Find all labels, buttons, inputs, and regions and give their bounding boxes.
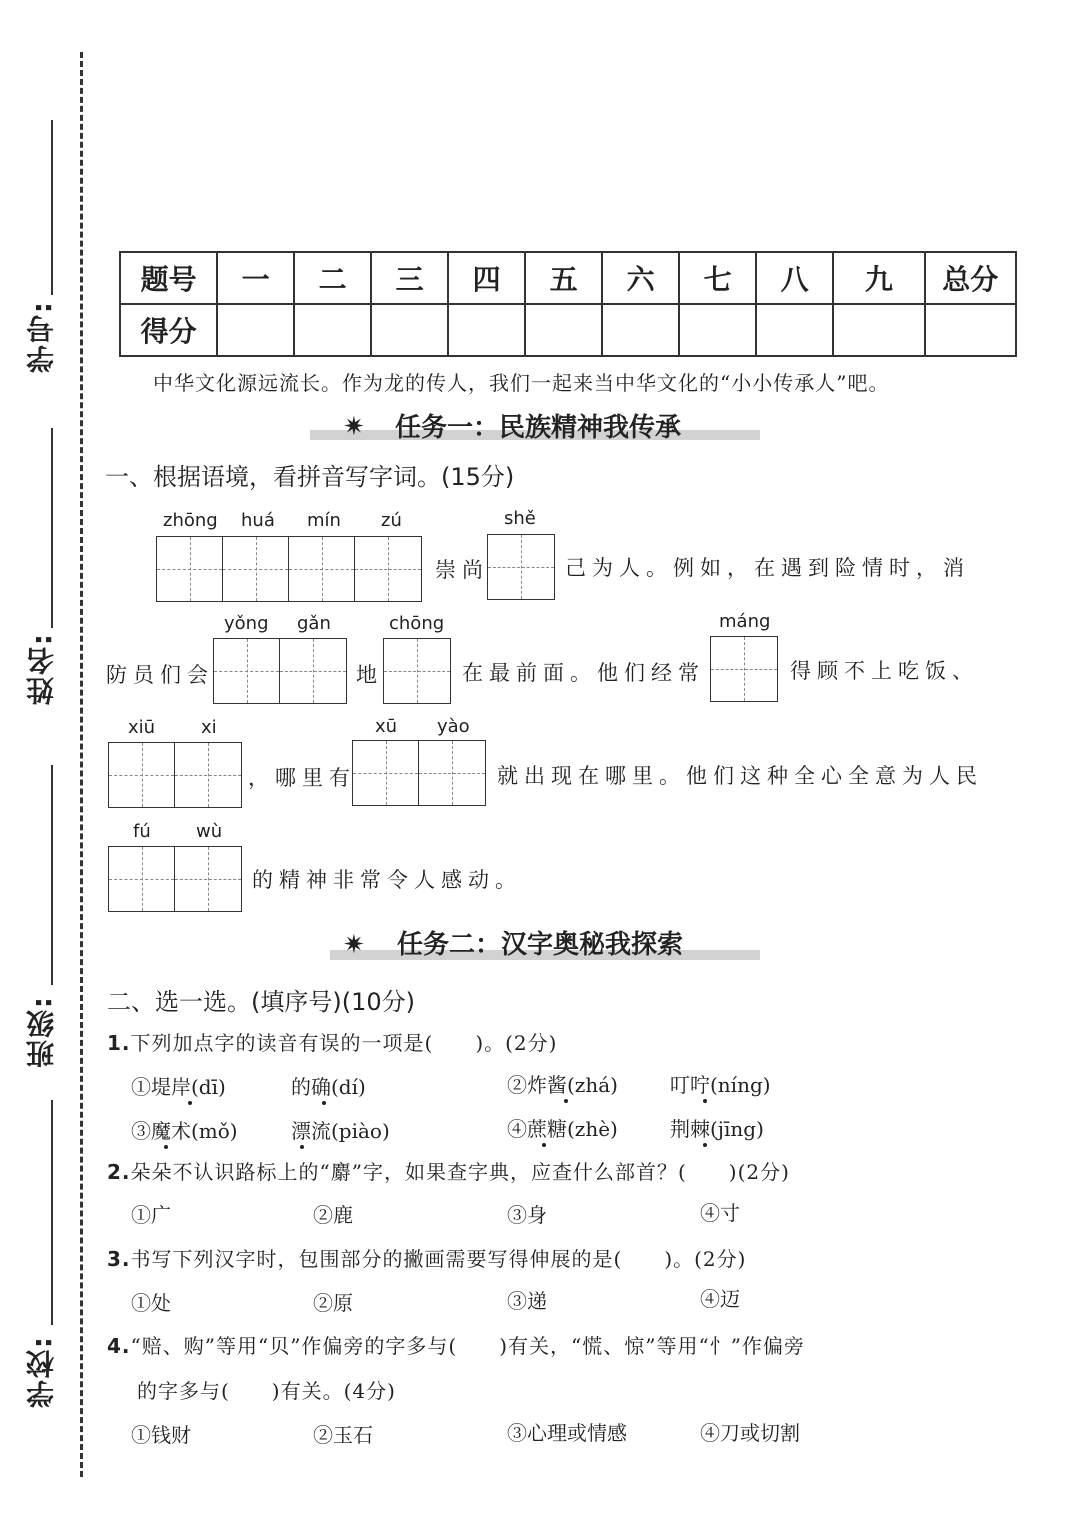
q4-option: ④刀或切割 <box>700 1421 800 1445</box>
q3-option: ④迈 <box>700 1287 740 1311</box>
score-table <box>119 251 1017 357</box>
question-4 <box>107 1330 805 1359</box>
task1-title: 任务一：民族精神我传承 <box>395 413 682 443</box>
binding-dashed-line <box>80 52 83 1477</box>
question-3 <box>107 1243 746 1272</box>
score-cell[interactable] <box>756 304 833 356</box>
xingming-line <box>51 428 53 628</box>
emphasis-dot <box>322 1101 326 1105</box>
pinyin: máng <box>719 611 771 632</box>
intro-text: 中华文化源远流长。作为龙的传人，我们一起来当中华文化的“小小传承人”吧。 <box>153 371 890 395</box>
sentence-text: 崇尚 <box>435 558 489 582</box>
sentence-text: 在最前面。他们经常 <box>462 661 705 685</box>
banji-line <box>51 765 53 985</box>
score-cell[interactable] <box>925 304 1016 356</box>
emphasis-dot <box>703 1143 707 1147</box>
q4-option: ①钱财 <box>131 1423 191 1447</box>
score-header-cell: 题号 <box>120 252 217 304</box>
xuexiao-line <box>51 1100 53 1325</box>
score-cell[interactable] <box>833 304 924 356</box>
emphasis-dot <box>542 1143 546 1147</box>
banji-label: 班级: <box>25 995 58 1069</box>
sentence-text: 地 <box>356 663 383 687</box>
question-4-line2: 的字多与( )有关。(4分) <box>137 1379 396 1403</box>
score-cell[interactable] <box>525 304 602 356</box>
score-header-cell: 六 <box>602 252 679 304</box>
pinyin: zú <box>381 510 402 531</box>
score-cell[interactable] <box>294 304 371 356</box>
pinyin: xū <box>375 716 398 737</box>
star-icon: ✷ <box>343 930 365 960</box>
question-2 <box>107 1156 790 1185</box>
q2-option: ③身 <box>507 1203 547 1227</box>
score-header-cell: 五 <box>525 252 602 304</box>
emphasis-dot <box>564 1099 568 1103</box>
pinyin: yào <box>437 716 470 737</box>
question-text: 书写下列汉字时，包围部分的撇画需要写得伸展的是( )。(2分) <box>130 1247 747 1271</box>
pinyin: yǒng <box>224 613 269 634</box>
star-icon: ✷ <box>343 412 365 442</box>
q2-option: ④寸 <box>700 1201 740 1225</box>
score-cell[interactable] <box>602 304 679 356</box>
score-header-cell: 八 <box>756 252 833 304</box>
q1-option-2a: ②炸酱(zhá) <box>507 1073 618 1097</box>
xuehao-line <box>51 120 53 295</box>
xuexiao-label: 学校: <box>25 1335 58 1409</box>
pinyin: wù <box>196 821 223 842</box>
writing-grid-chong[interactable] <box>383 638 451 704</box>
q1-option-4b: 荆棘(jīng) <box>670 1117 764 1141</box>
writing-grid-zhonghuaminzu[interactable] <box>156 536 422 602</box>
writing-grid-xiuxi[interactable] <box>108 742 242 808</box>
pinyin: xiū <box>128 717 156 738</box>
question-number: 1. <box>107 1031 131 1055</box>
pinyin: zhōng <box>163 510 218 531</box>
q1-option-4a: ④蔗糖(zhè) <box>507 1117 618 1141</box>
emphasis-dot <box>188 1101 192 1105</box>
score-header-cell: 九 <box>833 252 924 304</box>
sentence-text: ，哪里有 <box>248 766 356 790</box>
pinyin: xi <box>201 717 217 738</box>
question-text: “赔、购”等用“贝”作偏旁的字多与( )有关，“慌、惊”等用“忄”作偏旁 <box>130 1334 805 1358</box>
score-header-cell: 七 <box>679 252 756 304</box>
score-cell[interactable] <box>217 304 294 356</box>
question-number: 4. <box>107 1334 131 1358</box>
pinyin: chōng <box>389 613 445 634</box>
q3-option: ③递 <box>507 1289 547 1313</box>
pinyin: fú <box>133 821 151 842</box>
q3-option: ②原 <box>313 1291 353 1315</box>
emphasis-dot <box>164 1145 168 1149</box>
emphasis-dot <box>300 1145 304 1149</box>
q1-option-1a: ①堤岸(dī) <box>131 1075 226 1099</box>
sentence-text: 就出现在哪里。他们这种全心全意为人民 <box>497 764 983 788</box>
q1-option-3a: ③魔术(mǒ) <box>131 1119 238 1143</box>
pinyin: mín <box>307 510 341 531</box>
writing-grid-she[interactable] <box>487 534 555 600</box>
q1-option-1b: 的确(dí) <box>291 1075 366 1099</box>
sentence-text: 防员们会 <box>106 663 214 687</box>
score-cell[interactable] <box>371 304 448 356</box>
question-number: 3. <box>107 1247 131 1271</box>
sentence-text: 得顾不上吃饭、 <box>790 659 979 683</box>
q2-option: ①广 <box>131 1203 171 1227</box>
question-1 <box>107 1027 557 1056</box>
writing-grid-yonggan[interactable] <box>213 638 347 704</box>
task2-title: 任务二：汉字奥秘我探索 <box>397 930 684 960</box>
xuehao-label: 学号: <box>25 300 58 374</box>
writing-grid-xuyao[interactable] <box>352 740 486 806</box>
question-text: 朵朵不认识路标上的“麝”字，如果查字典，应查什么部首？( )(2分) <box>130 1160 790 1184</box>
question-number: 2. <box>107 1160 131 1184</box>
writing-grid-fuwu[interactable] <box>108 846 242 912</box>
writing-grid-mang[interactable] <box>710 636 778 702</box>
pinyin: shě <box>504 508 536 529</box>
q4-option: ②玉石 <box>313 1423 373 1447</box>
section1-title: 一、根据语境，看拼音写字词。(15分) <box>105 463 515 491</box>
score-header-cell: 二 <box>294 252 371 304</box>
sentence-text: 的精神非常令人感动。 <box>252 868 522 892</box>
emphasis-dot <box>703 1099 707 1103</box>
q2-option: ②鹿 <box>313 1203 353 1227</box>
score-row-label: 得分 <box>120 304 217 356</box>
score-header-cell: 总分 <box>925 252 1016 304</box>
q1-option-3b: 漂流(piào) <box>291 1119 390 1143</box>
question-text: 下列加点字的读音有误的一项是( )。(2分) <box>130 1031 558 1055</box>
pinyin: huá <box>241 510 275 531</box>
score-cell[interactable] <box>448 304 525 356</box>
score-header-cell: 一 <box>217 252 294 304</box>
section2-title: 二、选一选。(填序号)(10分) <box>107 988 415 1016</box>
score-header-cell: 三 <box>371 252 448 304</box>
q1-option-2b: 叮咛(níng) <box>670 1073 771 1097</box>
score-cell[interactable] <box>679 304 756 356</box>
q4-option: ③心理或情感 <box>507 1421 627 1445</box>
sentence-text: 己为人。例如，在遇到险情时，消 <box>565 556 970 580</box>
q3-option: ①处 <box>131 1291 171 1315</box>
pinyin: gǎn <box>297 613 331 634</box>
score-header-cell: 四 <box>448 252 525 304</box>
xingming-label: 姓名: <box>25 632 58 706</box>
